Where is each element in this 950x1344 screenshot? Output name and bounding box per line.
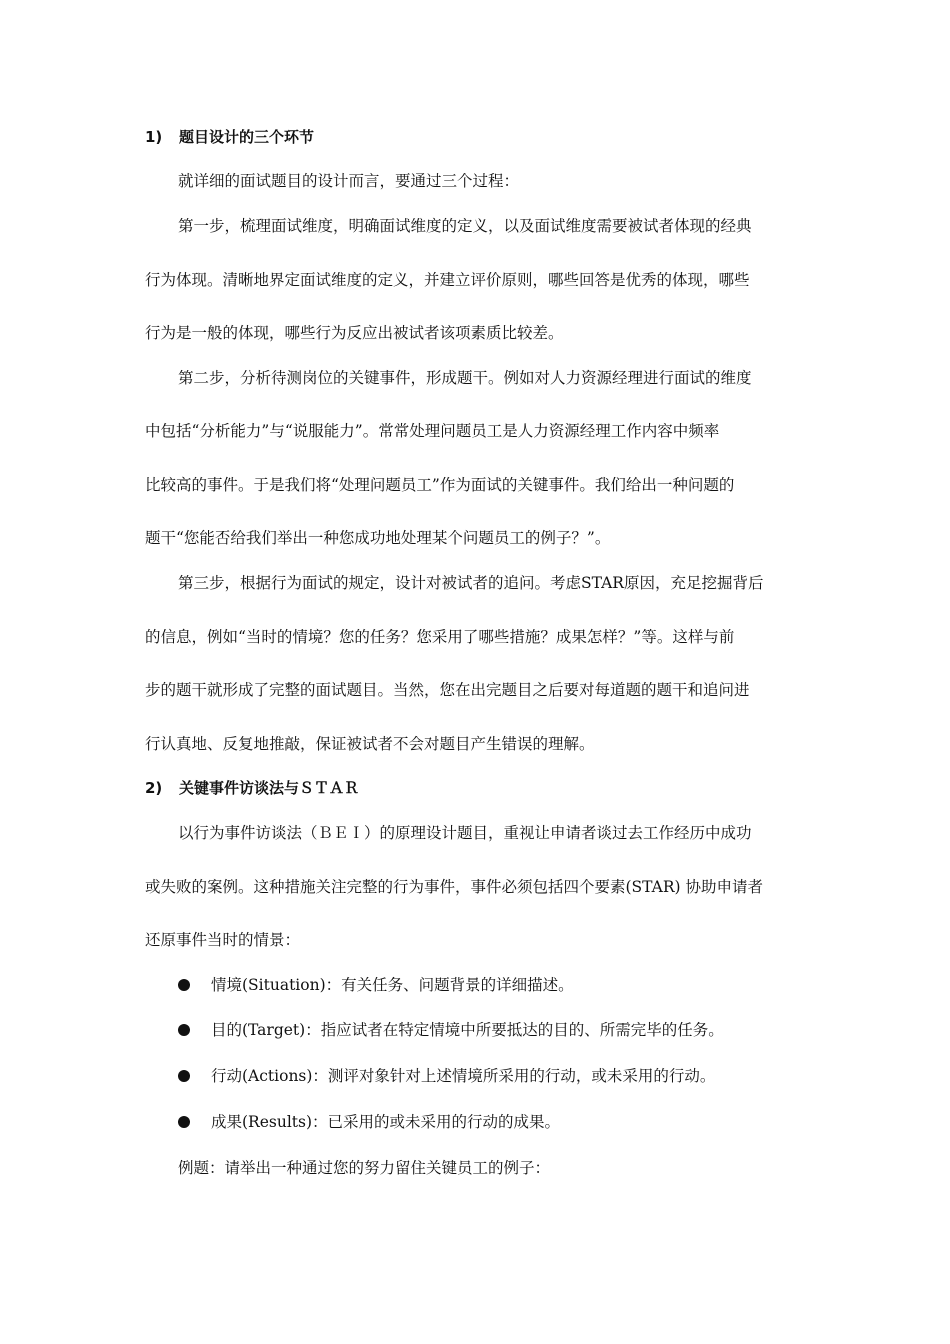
step2-line-3: 比较高的事件。于是我们将“处理问题员工”作为面试的关键事件。我们给出一种问题的 — [145, 476, 735, 494]
section-1-heading — [145, 128, 314, 146]
section-2-para-line-3: 还原事件当时的情景： — [145, 931, 301, 949]
section-1-number: 1) — [145, 128, 163, 146]
step3-line-1: 第三步，根据行为面试的规定，设计对被试者的追问。考虑STAR原因，充足挖掘背后 — [178, 574, 764, 592]
list-item-text: 情境(Situation)：有关任务、问题背景的详细描述。 — [211, 976, 574, 994]
step3-line-3: 步的题干就形成了完整的面试题目。当然，您在出完题目之后要对每道题的题干和追问进 — [145, 681, 750, 699]
step3-line-2: 的信息，例如“当时的情境？您的任务？您采用了哪些措施？成果怎样？”等。这样与前 — [145, 628, 735, 646]
list-item-text: 目的(Target)：指应试者在特定情境中所要抵达的目的、所需完毕的任务。 — [211, 1021, 724, 1039]
bullet-dot-icon — [178, 1070, 190, 1082]
list-item-text: 行动(Actions)：测评对象针对上述情境所采用的行动，或未采用的行动。 — [211, 1067, 716, 1085]
section-2-heading — [145, 779, 359, 797]
list-item-text: 成果(Results)：已采用的或未采用的行动的成果。 — [211, 1113, 561, 1131]
section-1-intro: 就详细的面试题目的设计而言，要通过三个过程： — [178, 172, 520, 190]
section-2-para-line-2: 或失败的案例。这种措施关注完整的行为事件，事件必须包括四个要素(STAR) 协助申请者 — [145, 878, 763, 896]
example-question: 例题：请举出一种通过您的努力留住关键员工的例子： — [178, 1159, 551, 1177]
section-2-number: 2) — [145, 779, 163, 797]
bullet-dot-icon — [178, 1024, 190, 1036]
section-2-title: 关键事件访谈法与ＳＴＡＲ — [179, 779, 360, 797]
section-1-title: 题目设计的三个环节 — [179, 128, 315, 146]
step1-line-2: 行为体现。清晰地界定面试维度的定义，并建立评价原则，哪些回答是优秀的体现，哪些 — [145, 271, 750, 289]
step3-line-4: 行认真地、反复地推敲，保证被试者不会对题目产生错误的理解。 — [145, 735, 595, 753]
section-2-para-line-1: 以行为事件访谈法（ＢＥＩ）的原理设计题目，重视让申请者谈过去工作经历中成功 — [178, 824, 752, 842]
step2-line-2: 中包括“分析能力”与“说服能力”。常常处理问题员工是人力资源经理工作内容中频率 — [145, 422, 720, 440]
step1-line-3: 行为是一般的体现，哪些行为反应出被试者该项素质比较差。 — [145, 324, 564, 342]
bullet-dot-icon — [178, 979, 190, 991]
step1-line-1: 第一步，梳理面试维度，明确面试维度的定义，以及面试维度需要被试者体现的经典 — [178, 217, 752, 235]
bullet-dot-icon — [178, 1116, 190, 1128]
step2-line-1: 第二步，分析待测岗位的关键事件，形成题干。例如对人力资源经理进行面试的维度 — [178, 369, 752, 387]
step2-line-4: 题干“您能否给我们举出一种您成功地处理某个问题员工的例子？”。 — [145, 529, 611, 547]
